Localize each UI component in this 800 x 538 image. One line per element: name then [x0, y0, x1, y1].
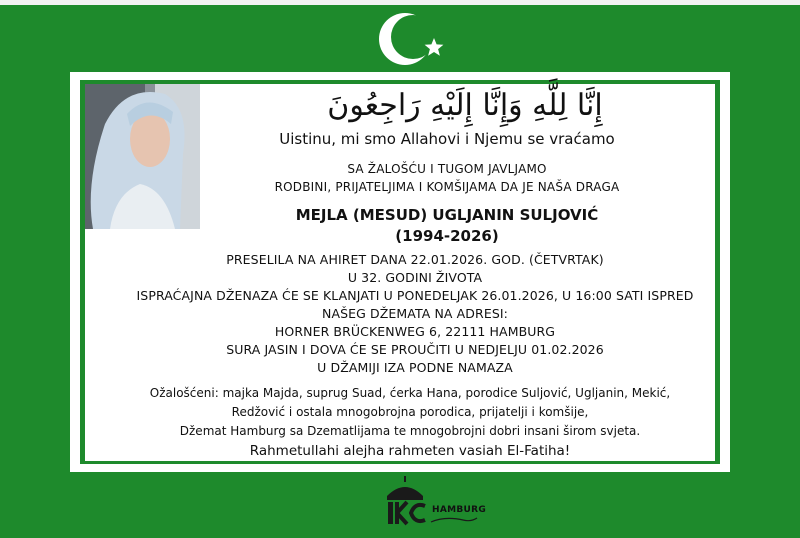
mosque-dome-icon [385, 476, 480, 526]
mourners-line-2: Redžović i ostala mnogobrojna porodica, prijatelji i komšije, [231, 405, 589, 419]
detail-line-4: NAŠEG DŽEMATA NA ADRESI: [322, 306, 508, 321]
logo-city: HAMBURG [432, 505, 487, 515]
detail-line-2: U 32. GODINI ŽIVOTA [347, 270, 483, 285]
top-stripe [0, 0, 800, 5]
logo-city-text [405, 505, 486, 515]
arabic-verse: إِنَّا لِلَّهِ وَإِنَّا إِلَيْهِ رَاجِعُونَ [327, 88, 603, 123]
deceased-years: (1994-2026) [395, 227, 499, 245]
detail-line-3: ISPRAĆAJNA DŽENAZA ĆE SE KLANJATI U PONEDELJAK 26.01.2026, U 16:00 SATI ISPRED [136, 288, 694, 303]
closing-prayer: Rahmetullahi alejha rahmeten vasiah El-Fatiha! [249, 443, 571, 459]
crescent-star-icon [378, 10, 448, 68]
detail-line-1: PRESELILA NA AHIRET DANA 22.01.2026. GOD. (ČETVRTAK) [226, 252, 604, 267]
announce-line-1: SA ŽALOŠĆU I TUGOM JAVLJAMO [347, 162, 547, 176]
detail-line-6: SURA JASIN I DOVA ĆE SE PROUČITI U NEDJELJU 01.02.2026 [226, 342, 604, 357]
deceased-name: MEJLA (MESUD) UGLJANIN SULJOVIĆ [295, 206, 599, 224]
detail-line-7: U DŽAMIJI IZA PODNE NAMAZA [317, 360, 513, 375]
detail-line-5: HORNER BRÜCKENWEG 6, 22111 HAMBURG [274, 324, 556, 339]
obituary-card [85, 84, 715, 461]
mourners-line-3: Džemat Hamburg sa Dzematlijama te mnogobrojni dobri insani širom svjeta. [179, 424, 641, 438]
mourners-line-1: Ožalošćeni: majka Majda, suprug Suad, ćerka Hana, porodice Suljović, Ugljanin, Mekić, [149, 386, 671, 400]
verse-translation: Uistinu, mi smo Allahovi i Njemu se vraćamo [279, 130, 615, 148]
announce-line-2: RODBINI, PRIJATELJIMA I KOMŠIJAMA DA JE NAŠA DRAGA [274, 180, 620, 194]
